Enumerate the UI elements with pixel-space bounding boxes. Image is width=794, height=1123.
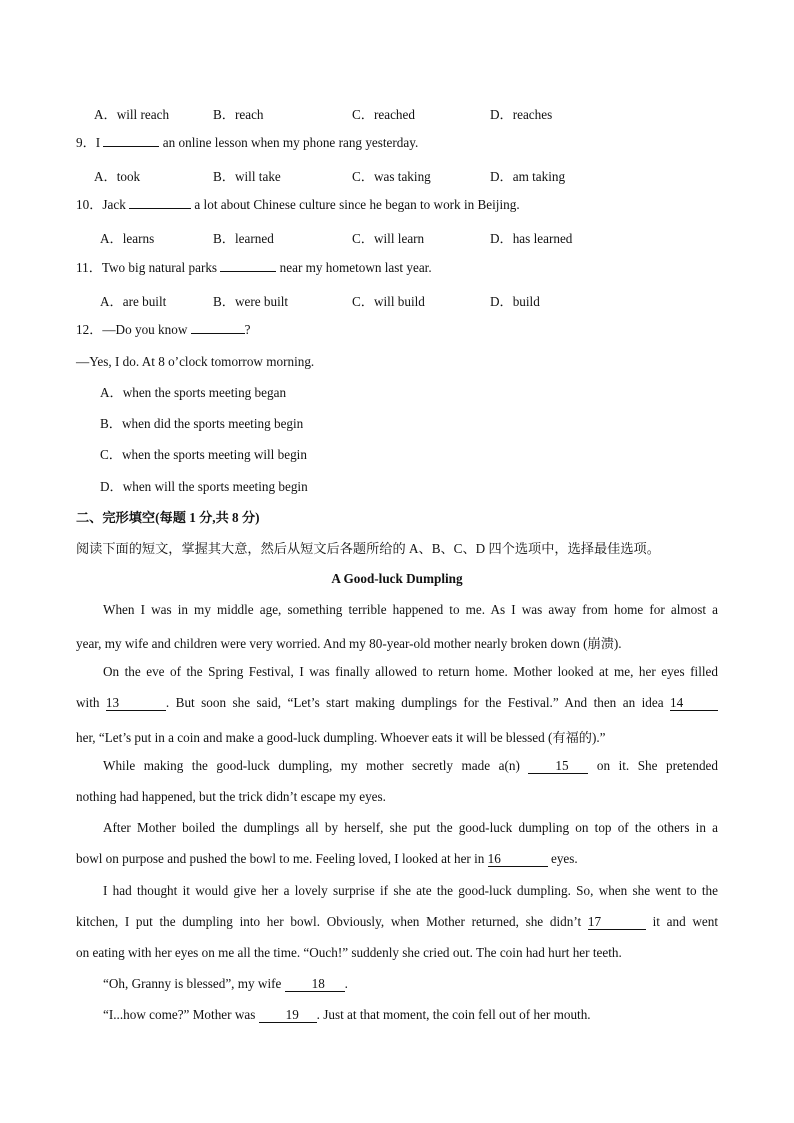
- q11-option-b: B．were built: [213, 294, 289, 309]
- passage-line: On the eve of the Spring Festival, I was finally allowed to return home. Mother looked at me, her eyes filled: [103, 664, 718, 679]
- passage-text: eyes.: [550, 851, 578, 866]
- q10-stem: [76, 196, 520, 214]
- q9-text: an online lesson when my phone rang yesterday.: [162, 135, 419, 150]
- q10-option-c: C．will learn: [352, 231, 425, 246]
- q8-option-c: C．reached: [352, 107, 415, 122]
- q9-number: 9．I: [76, 135, 101, 150]
- passage-text: on it. She pretended: [596, 758, 718, 773]
- blank-14: 14: [670, 696, 718, 711]
- passage-line: When I was in my middle age, something terrible happened to me. As I was away from home for almost a: [103, 602, 718, 617]
- q12-text: ?: [244, 322, 251, 337]
- q10-number: 10．Jack: [76, 197, 126, 212]
- section-instruction: 阅读下面的短文，掌握其大意，然后从短文后各题所给的 A、B、C、D 四个选项中，选择最佳选项。: [76, 541, 660, 556]
- passage-text: . Just at that moment, the coin fell out of her mouth.: [316, 1007, 591, 1022]
- q10-text: a lot about Chinese culture since he began to work in Beijing.: [194, 197, 520, 212]
- q9-stem: [76, 134, 418, 152]
- passage-text: .: [344, 976, 348, 991]
- passage-line: on eating with her eyes on me all the time. “Ouch!” suddenly she cried out. The coin had hurt her teeth.: [76, 945, 622, 960]
- q10-option-b: B．learned: [213, 231, 274, 246]
- q9-option-b: B．will take: [213, 169, 281, 184]
- q9-option-d: D．am taking: [490, 169, 566, 184]
- q11-blank: [220, 259, 276, 272]
- passage-line: I had thought it would give her a lovely surprise if she ate the good-luck dumpling. So, when she went to the: [103, 883, 718, 898]
- passage-line-with-blanks: [76, 851, 718, 867]
- q11-option-c: C．will build: [352, 294, 425, 309]
- q10-blank: [129, 196, 191, 209]
- blank-13: 13: [106, 696, 166, 711]
- passage-line-with-blanks: [76, 976, 718, 992]
- passage-line-with-blanks: [76, 914, 718, 930]
- q12-option-a: A．when the sports meeting began: [100, 385, 287, 400]
- passage-line-with-blanks: [76, 1007, 718, 1023]
- q9-option-a: A．took: [94, 169, 141, 184]
- passage-text: kitchen, I put the dumpling into her bowl. Obviously, when Mother returned, she didn’t: [76, 914, 582, 929]
- blank-15: 15: [528, 759, 588, 774]
- q8-option-a: A．will reach: [94, 107, 170, 122]
- q9-option-c: C．was taking: [352, 169, 431, 184]
- q10-option-d: D．has learned: [490, 231, 573, 246]
- passage-text: . But soon she said, “Let’s start making dumplings for the Festival.” And then an idea: [165, 695, 664, 710]
- passage-text: it and went: [652, 914, 719, 929]
- q11-option-a: A．are built: [100, 294, 167, 309]
- passage-line: nothing had happened, but the trick didn’t escape my eyes.: [76, 789, 386, 804]
- q12-blank: [191, 321, 245, 334]
- blank-19: 19: [259, 1008, 317, 1023]
- q12-stem: [76, 321, 251, 339]
- q12-answer-line: —Yes, I do. At 8 o’clock tomorrow morning.: [76, 354, 315, 369]
- passage-line-with-blanks: [76, 695, 718, 711]
- passage-text: “I...how come?” Mother was: [103, 1007, 256, 1022]
- passage-text: “Oh, Granny is blessed”, my wife: [103, 976, 282, 991]
- passage-line: After Mother boiled the dumplings all by herself, she put the good-luck dumpling on top of the others in a: [103, 820, 718, 835]
- passage-line: year, my wife and children were very worried. And my 80-year-old mother nearly broken down (崩溃).: [76, 636, 622, 651]
- q8-option-d: D．reaches: [490, 107, 553, 122]
- q9-blank: [103, 134, 159, 147]
- q8-option-b: B．reach: [213, 107, 264, 122]
- q11-number: 11．Two big natural parks: [76, 260, 218, 275]
- q12-option-c: C．when the sports meeting will begin: [100, 447, 307, 462]
- q12-option-b: B．when did the sports meeting begin: [100, 416, 304, 431]
- passage-text: While making the good-luck dumpling, my mother secretly made a(n): [103, 758, 520, 773]
- q12-option-d: D．when will the sports meeting begin: [100, 479, 308, 494]
- q10-option-a: A．learns: [100, 231, 155, 246]
- blank-18: 18: [285, 977, 345, 992]
- passage-text: with: [76, 695, 100, 710]
- section-heading: 二、完形填空(每题 1 分,共 8 分): [76, 510, 260, 525]
- q11-option-d: D．build: [490, 294, 540, 309]
- passage-line-with-blanks: [76, 758, 718, 774]
- q11-text: near my hometown last year.: [279, 260, 432, 275]
- blank-17: 17: [588, 915, 646, 930]
- passage-text: bowl on purpose and pushed the bowl to me. Feeling loved, I looked at her in: [76, 851, 485, 866]
- q12-number: 12．—Do you know: [76, 322, 188, 337]
- passage-line: her, “Let’s put in a coin and make a good-luck dumpling. Whoever eats it will be blessed (有福的).”: [76, 730, 606, 745]
- passage-title: A Good-luck Dumpling: [331, 571, 463, 586]
- q11-stem: [76, 259, 432, 277]
- blank-16: 16: [488, 852, 548, 867]
